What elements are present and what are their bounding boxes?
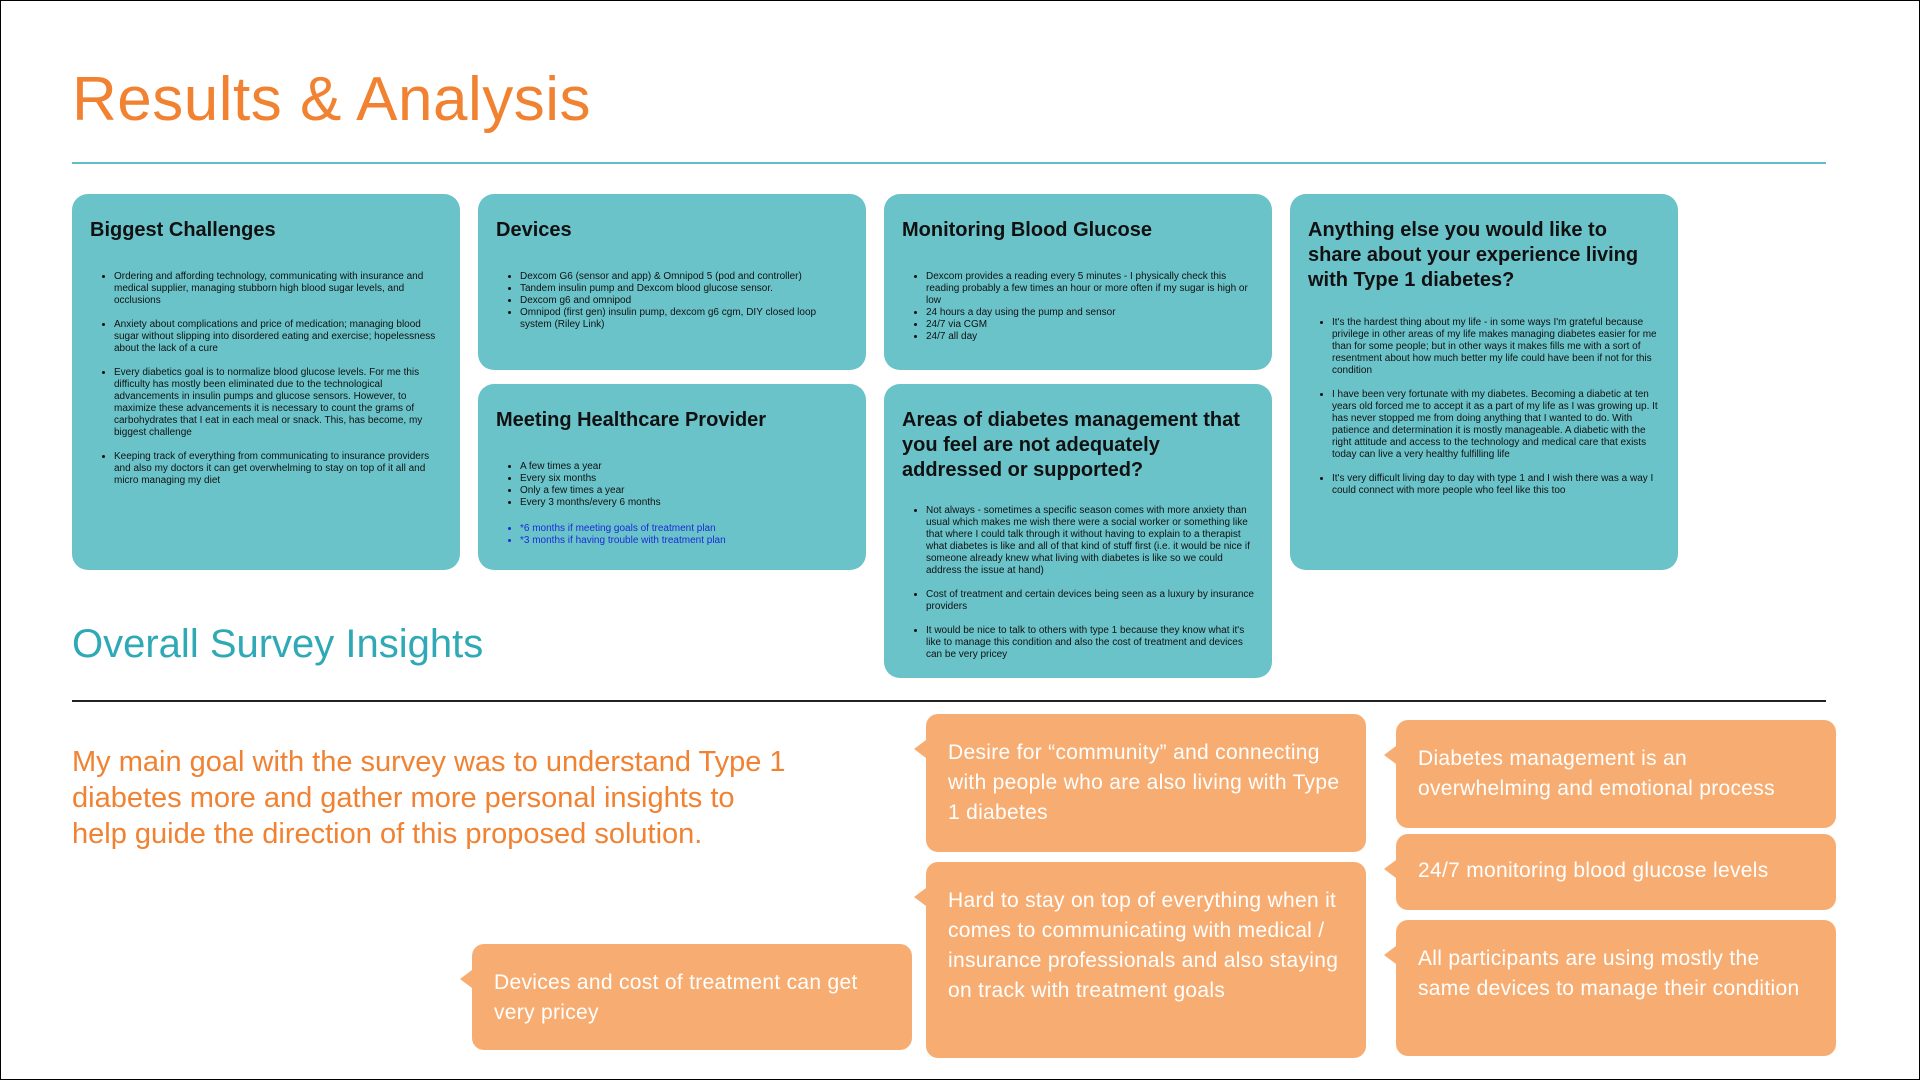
- list-item: • It's the hardest thing about my life - in some ways I'm grateful because privilege in other areas of my life makes managing diabetes easier for me than for some people; but in other ways it makes fills me with a sort of resentment about how much better my life could have been if not for this condition: [1332, 317, 1660, 377]
- list-item: • A few times a year: [520, 461, 848, 473]
- title-divider: [72, 162, 1826, 164]
- card-heading: Anything else you would like to share about your experience living with Type 1 diabetes?: [1308, 219, 1639, 291]
- list-item: • Keeping track of everything from communicating to insurance providers and also my doctors it can get overwhelming to stay on top of it all and micro managing my diet: [114, 451, 442, 487]
- page-title: Results & Analysis: [72, 65, 591, 134]
- card-heading: Monitoring Blood Glucose: [902, 219, 1152, 241]
- list-item: • I have been very fortunate with my diabetes. Becoming a diabetic at ten years old forced me to accept it as a part of my life as I was growing up. It has never stopped me from doing anything that I wanted to do. With patience and determination it is mostly manageable. A diabetic with the right attitude and access to the technology and medical care that exists today can live a very healthy fulfilling life: [1332, 389, 1660, 461]
- list-item: • 24/7 via CGM: [926, 319, 1254, 331]
- insight-hard-to-stay: Hard to stay on top of everything when it comes to communicating with medical / insurance professionals and also staying on track with treatment goals: [926, 862, 1366, 1058]
- note-item: • *3 months if having trouble with treatment plan: [520, 535, 848, 547]
- card-heading: Biggest Challenges: [90, 219, 276, 241]
- list-item: • Not always - sometimes a specific season comes with more anxiety than usual which makes me wish there were a social worker or something like that where I could talk through it without having to explain to a therapist what diabetes is like and all of that kind of stuff first (i.e. it would be nice if someone already knew what living with diabetes is like so we could address the issue at hand): [926, 505, 1254, 577]
- card-devices: [478, 194, 866, 370]
- insight-monitoring: 24/7 monitoring blood glucose levels: [1396, 834, 1836, 910]
- list-item: • Ordering and affording technology, communicating with insurance and medical supplier, managing stubborn high blood sugar levels, and occlusions: [114, 271, 442, 307]
- card-biggest-challenges: [72, 194, 460, 570]
- insight-cost: Devices and cost of treatment can get very pricey: [472, 944, 912, 1050]
- challenges-list: [90, 271, 442, 487]
- insight-overwhelming: Diabetes management is an overwhelming and emotional process: [1396, 720, 1836, 828]
- note-item: • *6 months if meeting goals of treatment plan: [520, 523, 848, 535]
- insight-community: Desire for “community” and connecting with people who are also living with Type 1 diabetes: [926, 714, 1366, 852]
- list-item: • 24/7 all day: [926, 331, 1254, 343]
- insight-same-devices: All participants are using mostly the same devices to manage their condition: [1396, 920, 1836, 1056]
- list-item: • 24 hours a day using the pump and sensor: [926, 307, 1254, 319]
- list-item: • Dexcom provides a reading every 5 minutes - I physically check this reading probably a few times an hour or more often if my sugar is high or low: [926, 271, 1254, 307]
- list-item: • Cost of treatment and certain devices being seen as a luxury by insurance providers: [926, 589, 1254, 613]
- devices-list: [496, 271, 848, 331]
- list-item: • Every 3 months/every 6 months: [520, 497, 848, 509]
- anything-list: [1308, 317, 1660, 497]
- section-divider: [72, 700, 1826, 702]
- card-heading: Devices: [496, 219, 572, 241]
- section-title: Overall Survey Insights: [72, 622, 484, 666]
- card-areas-not-supported: [884, 384, 1272, 678]
- card-anything-else: [1290, 194, 1678, 570]
- list-item: • Anxiety about complications and price of medication; managing blood sugar without slipping into disordered eating and exercise; hopelessness about the lack of a cure: [114, 319, 442, 355]
- provider-list: [496, 461, 848, 509]
- list-item: • Every diabetics goal is to normalize blood glucose levels. For me this difficulty has mostly been eliminated due to the technological advancements in insulin pumps and glucose sensors. However, to maximize these advancements it is necessary to count the grams of carbohydrates that I eat in each meal or snack. This, has become, my biggest challenge: [114, 367, 442, 439]
- provider-notes: [496, 523, 848, 547]
- list-item: • Every six months: [520, 473, 848, 485]
- card-meeting-healthcare-provider: [478, 384, 866, 570]
- list-item: • Tandem insulin pump and Dexcom blood glucose sensor.: [520, 283, 848, 295]
- list-item: • Only a few times a year: [520, 485, 848, 497]
- list-item: • It's very difficult living day to day with type 1 and I wish there was a way I could connect with more people who feel like this too: [1332, 473, 1660, 497]
- card-monitoring-blood-glucose: [884, 194, 1272, 370]
- list-item: • Dexcom g6 and omnipod: [520, 295, 848, 307]
- list-item: • Omnipod (first gen) insulin pump, dexcom g6 cgm, DIY closed loop system (Riley Link): [520, 307, 848, 331]
- card-heading: Areas of diabetes management that you feel are not adequately addressed or supported?: [902, 409, 1240, 481]
- list-item: • It would be nice to talk to others with type 1 because they know what it's like to manage this condition and also the cost of treatment and devices can be very pricey: [926, 625, 1254, 661]
- monitoring-list: [902, 271, 1254, 343]
- survey-goal-text: My main goal with the survey was to understand Type 1 diabetes more and gather more personal insights to help guide the direction of this proposed solution.: [72, 746, 786, 850]
- list-item: • Dexcom G6 (sensor and app) & Omnipod 5 (pod and controller): [520, 271, 848, 283]
- areas-list: [902, 505, 1254, 661]
- card-heading: Meeting Healthcare Provider: [496, 409, 767, 431]
